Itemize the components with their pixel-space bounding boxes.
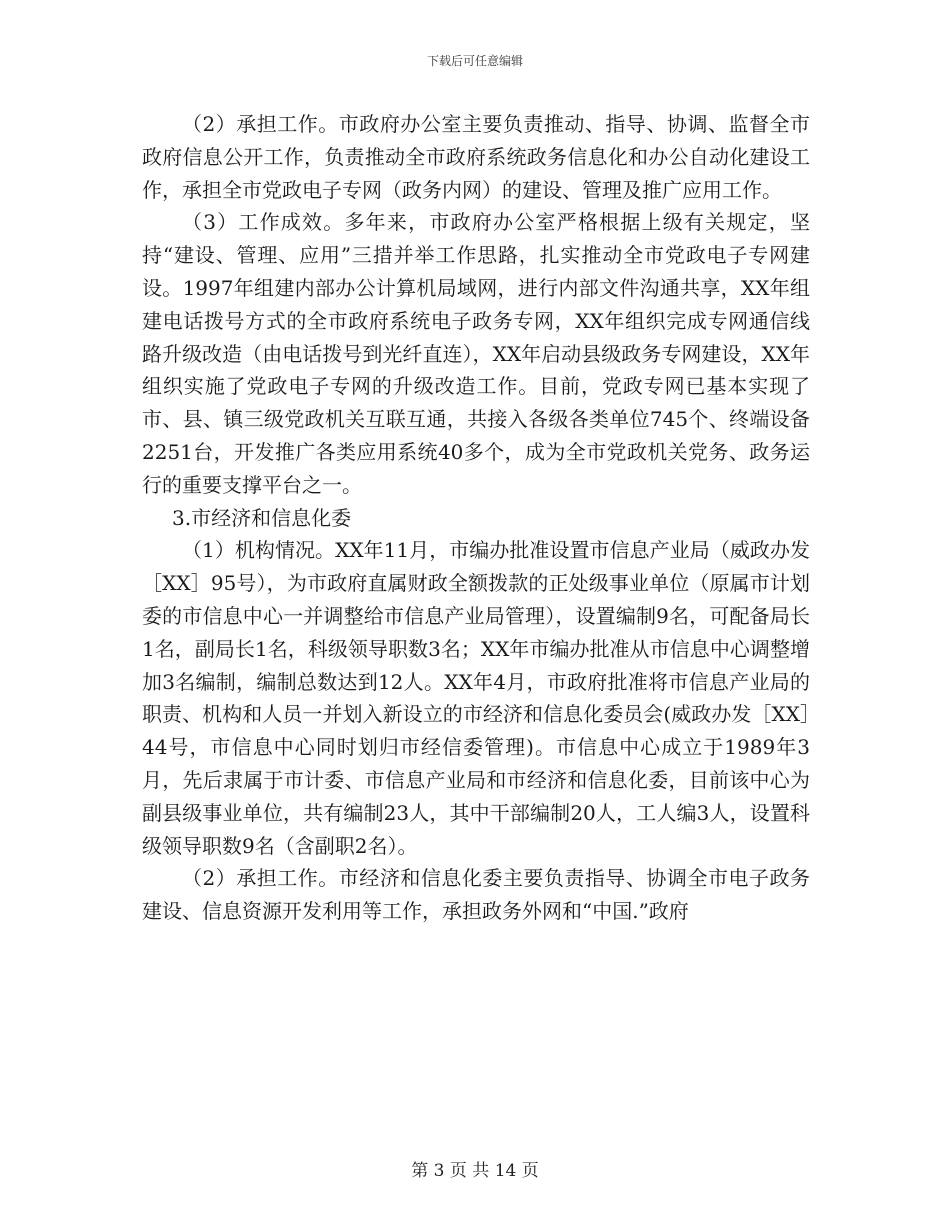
section-heading: 3.市经济和信息化委 xyxy=(172,505,352,530)
paragraph-undertaking-work-2: （2）承担工作。市经济和信息化委主要负责指导、协调全市电子政务建设、信息资源开发利用等工作，承担政务外网和“中国.”政府 xyxy=(142,866,810,924)
paragraph-work-results: （3）工作成效。多年来，市政府办公室严格根据上级有关规定，坚持“建设、管理、应用”三措并举工作思路，扎实推动全市党政电子专网建设。1997年组建内部办公计算机局域网，进行内部文件沟通共享，XX年组建电话拨号方式的全市政府系统电子政务专网，XX年组织完成专网通信线路升级改造（由电话拨号到光纤直连），XX年启动县级政务专网建设，XX年组织实施了党政电子专网的升级改造工作。目前，党政专网已基本实现了市、县、镇三级党政机关互联互通，共接入各级各类单位745个、终端设备2251台，开发推广各类应用系统40多个，成为全市党政机关党务、政务运行的重要支撑平台之一。 xyxy=(142,210,810,497)
page-number: 第 3 页 共 14 页 xyxy=(411,1161,539,1181)
paragraph-organization: （1）机构情况。XX年11月，市编办批准设置市信息产业局（威政办发［XX］95号），为市政府直属财政全额拨款的正处级事业单位（原属市计划委的市信息中心一并调整给市信息产业局管理），设置编制9名，可配备局长1名，副局长1名，科级领导职数3名；XX年市编办批准从市信息中心调整增加3名编制，编制总数达到12人。XX年4月，市政府批准将市信息产业局的职责、机构和人员一并划入新设立的市经济和信息化委员会(威政办发［XX］44号，市信息中心同时划归市经信委管理)。市信息中心成立于1989年3月，先后隶属于市计委、市信息产业局和市经济和信息化委，目前该中心为副县级事业单位，共有编制23人，其中干部编制20人，工人编3人，设置科级领导职数9名（含副职2名）。 xyxy=(142,538,810,858)
paragraph-undertaking-work: （2）承担工作。市政府办公室主要负责推动、指导、协调、监督全市政府信息公开工作，负责推动全市政府系统政务信息化和办公自动化建设工作，承担全市党政电子专网（政务内网）的建设、管理及推广应用工作。 xyxy=(142,112,810,202)
page-header: 下载后可任意编辑 xyxy=(426,54,523,68)
document-body xyxy=(142,108,810,928)
